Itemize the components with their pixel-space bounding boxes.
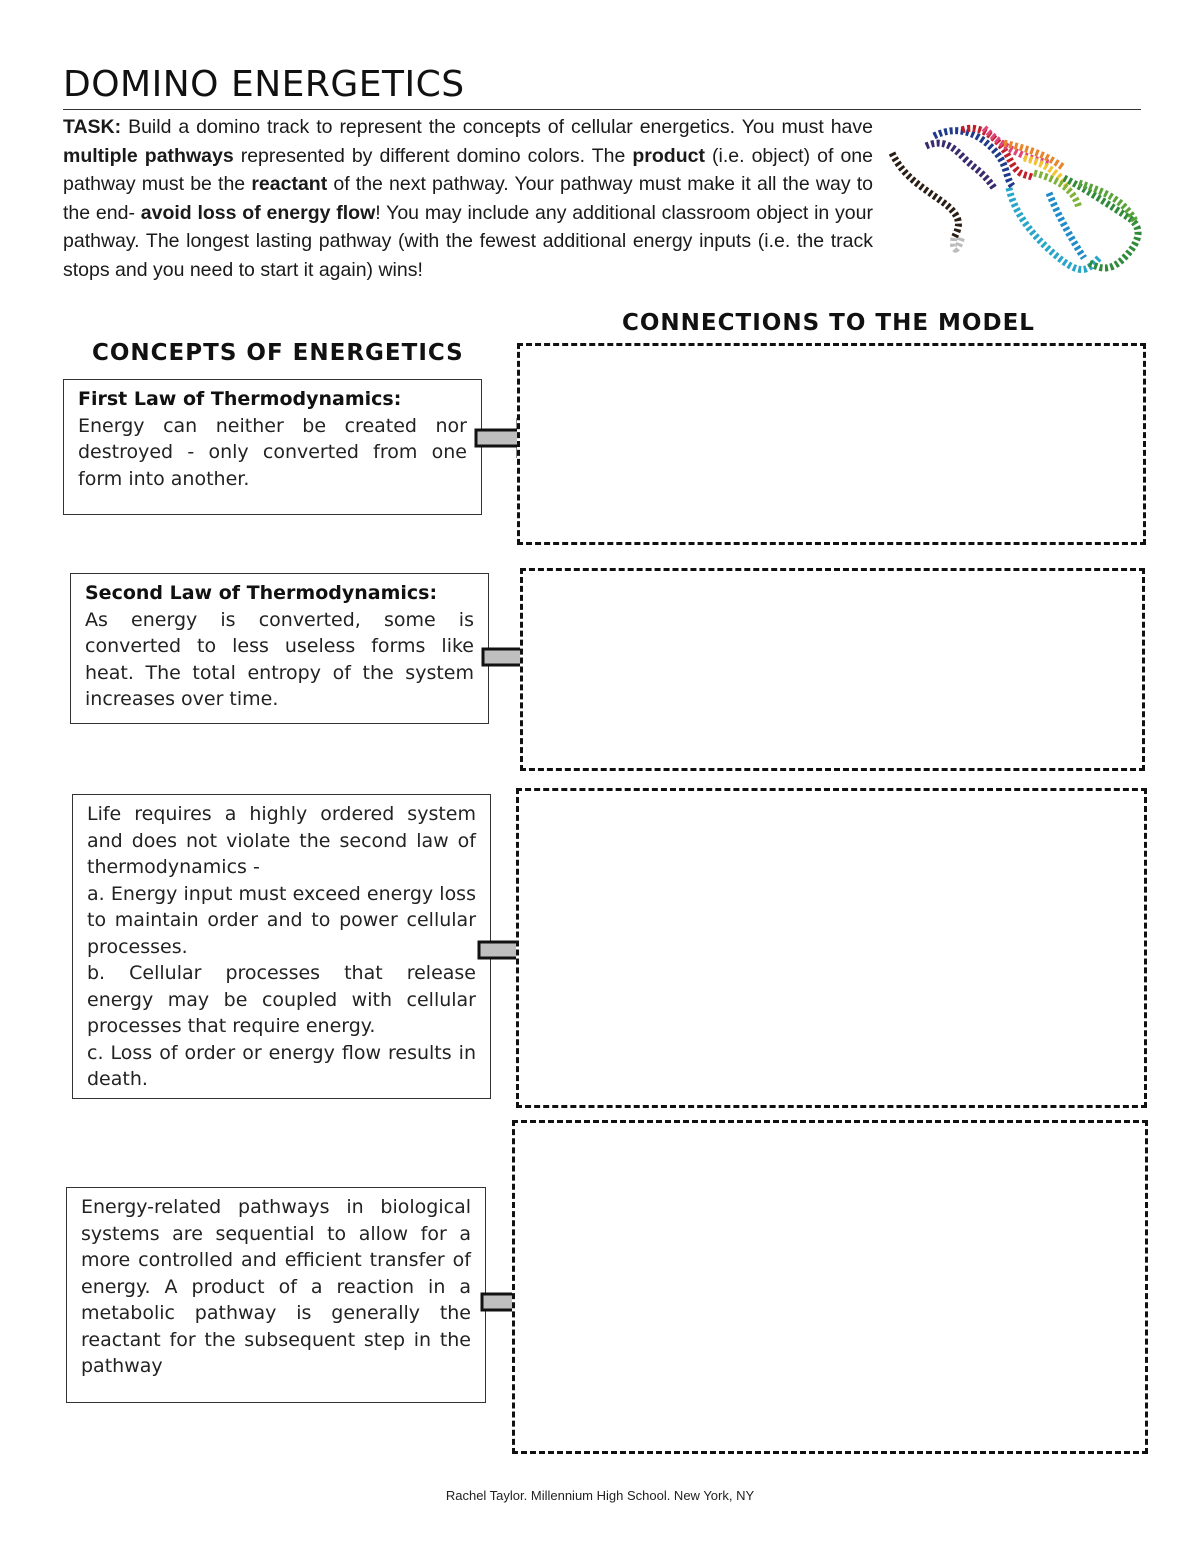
connection-box-4[interactable]	[512, 1120, 1148, 1454]
concept-text: c. Loss of order or energy flow results in death.	[87, 1041, 476, 1090]
footer-credit: Rachel Taylor. Millennium High School. New York, NY	[445, 1488, 755, 1503]
concept-title: Second Law of Thermodynamics:	[85, 582, 438, 604]
concept-box-second-law	[70, 573, 489, 724]
task-text: of the next pathway. Your pathway must make it all the way to the end-	[63, 173, 874, 224]
connections-heading: CONNECTIONS TO THE MODEL	[622, 310, 1035, 336]
task-emphasis: reactant	[251, 173, 328, 196]
concepts-heading: CONCEPTS OF ENERGETICS	[92, 340, 464, 366]
concept-box-first-law	[63, 379, 482, 515]
task-emphasis: avoid loss of energy flow	[140, 201, 376, 224]
task-emphasis: multiple pathways	[63, 144, 234, 167]
concept-box-ordered-system	[72, 794, 491, 1099]
concept-text: As energy is converted, some is converted to less useless forms like heat. The total entropy of the system increases over time.	[85, 608, 474, 710]
task-text: represented by different domino colors. The	[233, 144, 633, 167]
connection-box-1[interactable]	[517, 343, 1146, 545]
concept-title: First Law of Thermodynamics:	[78, 388, 402, 410]
concept-text: b. Cellular processes that release energy may be coupled with cellular processes that require energy.	[87, 962, 476, 1037]
page-title: DOMINO ENERGETICS	[63, 64, 465, 105]
task-label: TASK:	[63, 116, 122, 138]
task-text: Build a domino track to represent the concepts of cellular energetics. You must have	[121, 116, 873, 138]
task-text: ! You may include any additional classroom object in your pathway. The longest lasting pathway (with the fewest additional energy inputs (i.e. the track stops and you need to start it again) wins!	[63, 201, 873, 281]
title-divider	[63, 109, 1141, 110]
concept-text: Life requires a highly ordered system and does not violate the second law of thermodynamics -	[87, 803, 476, 878]
task-description	[63, 113, 873, 285]
concept-text: Energy can neither be created nor destroyed - only converted from one form into another.	[78, 414, 467, 490]
concept-text: Energy-related pathways in biological systems are sequential to allow for a more controlled and efficient transfer of energy. A product of a reaction in a metabolic pathway is generally the reactant for the subsequent step in the pathway	[81, 1196, 471, 1377]
concept-box-sequential-pathways	[66, 1187, 486, 1403]
task-emphasis: product	[632, 144, 705, 167]
connection-box-3[interactable]	[516, 788, 1147, 1108]
connection-box-2[interactable]	[520, 568, 1145, 771]
domino-track-image	[884, 118, 1146, 286]
concept-text: a. Energy input must exceed energy loss to maintain order and to power cellular processes.	[87, 882, 476, 958]
task-text: (i.e. object) of one pathway must be the	[63, 144, 873, 196]
